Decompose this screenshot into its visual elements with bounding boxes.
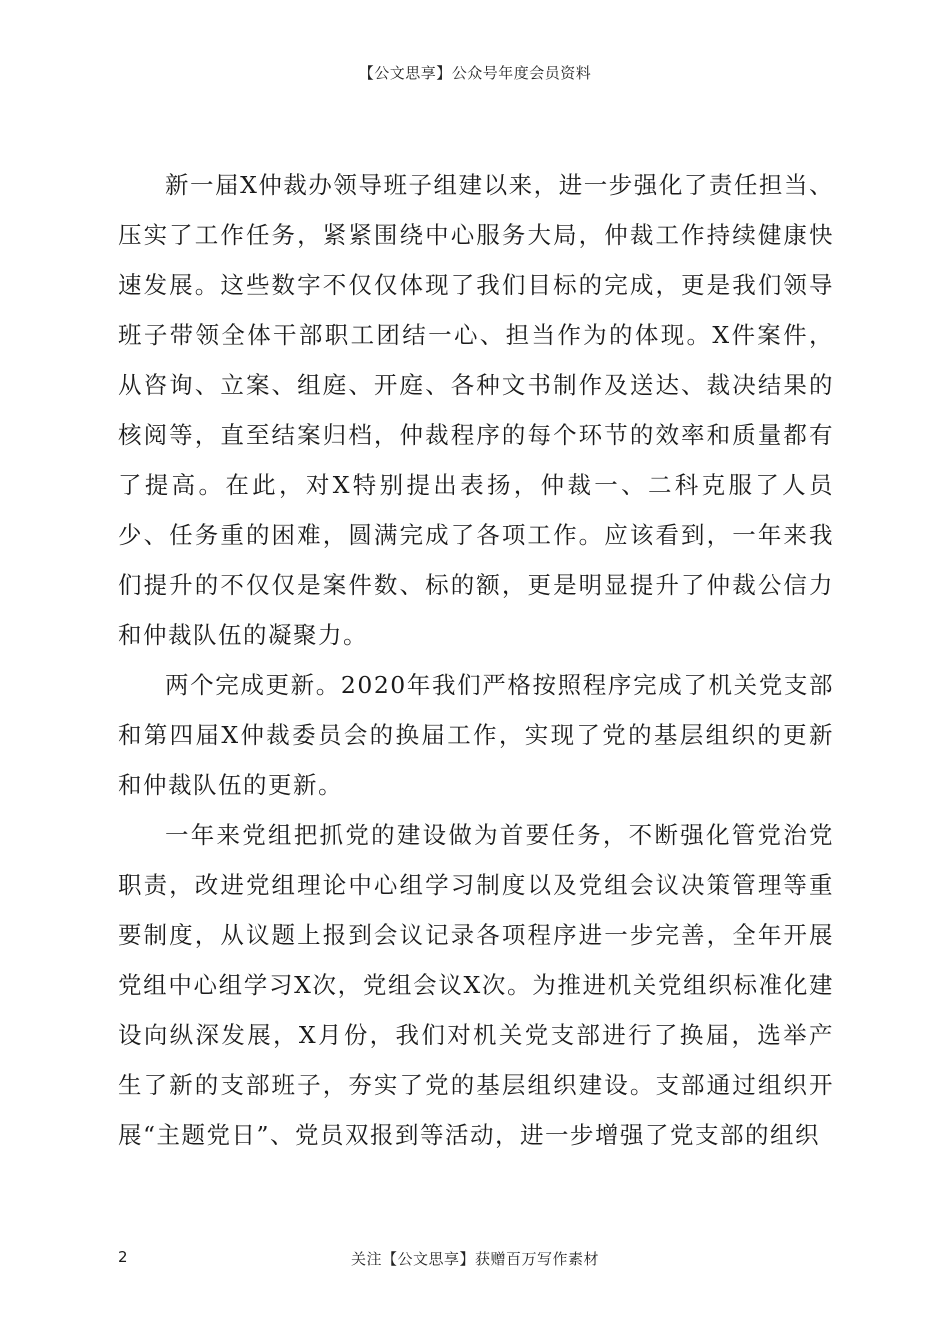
page-footer: 关注【公文思享】获赠百万写作素材 <box>350 1250 599 1268</box>
document-body <box>118 160 834 1160</box>
page-header: 【公文思享】公众号年度会员资料 <box>358 64 592 82</box>
paragraph-2: 两个完成更新。2020年我们严格按照程序完成了机关党支部和第四届X仲裁委员会的换届工作，实现了党的基层组织的更新和仲裁队伍的更新。 <box>118 671 834 799</box>
paragraph-3: 一年来党组把抓党的建设做为首要任务，不断强化管党治党职责，改进党组理论中心组学习制度以及党组会议决策管理等重要制度，从议题上报到会议记录各项程序进一步完善，全年开展党组中心组学习X次，党组会议X次。为推进机关党组织标准化建设向纵深发展，X月份，我们对机关党支部进行了换届，选举产生了新的支部班子，夯实了党的基层组织建设。支部通过组织开展“主题党日”、党员双报到等活动，进一步增强了党支部的组织 <box>118 821 834 1149</box>
paragraph-1: 新一届X仲裁办领导班子组建以来，进一步强化了责任担当、压实了工作任务，紧紧围绕中心服务大局，仲裁工作持续健康快速发展。这些数字不仅仅体现了我们目标的完成，更是我们领导班子带领全体干部职工团结一心、担当作为的体现。X件案件，从咨询、立案、组庭、开庭、各种文书制作及送达、裁决结果的核阅等，直至结案归档，仲裁程序的每个环节的效率和质量都有了提高。在此，对X特别提出表扬，仲裁一、二科克服了人员少、任务重的困难，圆满完成了各项工作。应该看到，一年来我们提升的不仅仅是案件数、标的额，更是明显提升了仲裁公信力和仲裁队伍的凝聚力。 <box>118 171 834 649</box>
page-number: 2 <box>118 1248 128 1266</box>
